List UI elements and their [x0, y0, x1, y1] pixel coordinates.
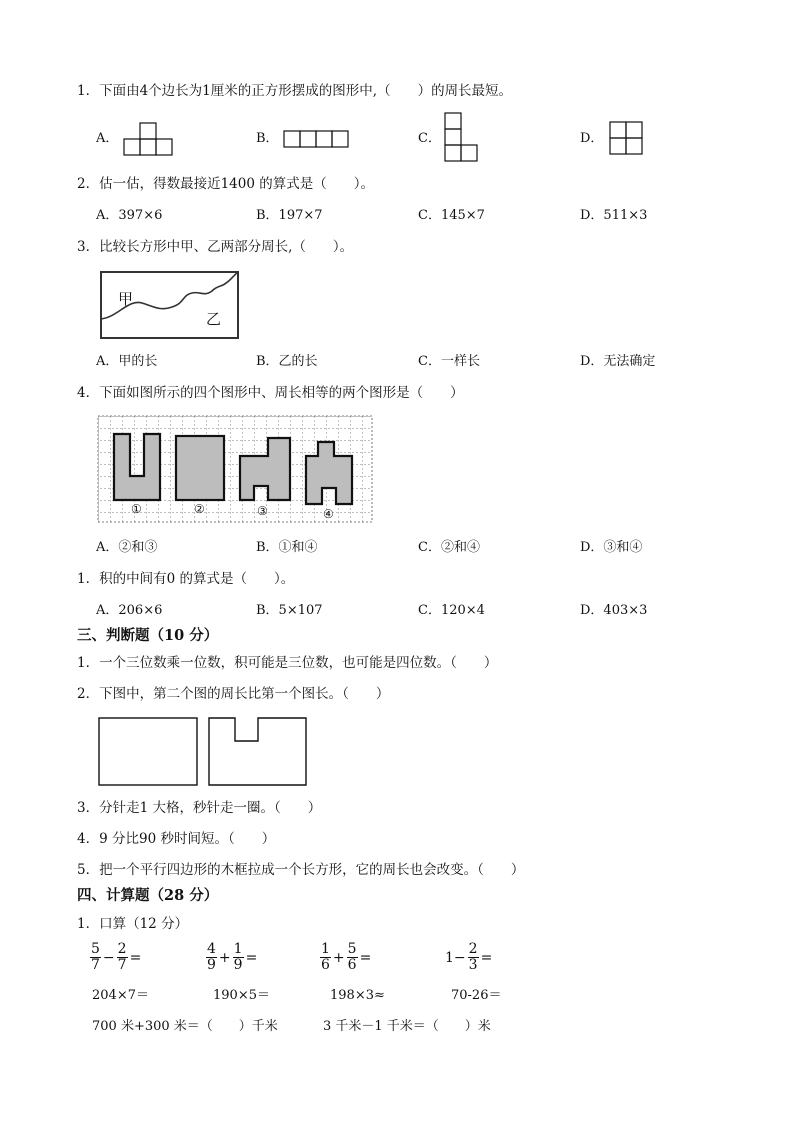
- calc-row2-item-4: 70-26＝: [451, 988, 502, 1003]
- q2-option-c[interactable]: C．145×7: [418, 208, 485, 223]
- q2-option-b[interactable]: B．197×7: [256, 208, 323, 223]
- q3-option-a[interactable]: A．甲的长: [96, 354, 158, 369]
- q5-option-d[interactable]: D．403×3: [580, 603, 648, 618]
- judge-item-3: 3．分针走1 大格，秒针走一圈。（ ）: [77, 800, 322, 816]
- calc-row2-item-2: 190×5＝: [213, 988, 270, 1003]
- fraction-problem-1: $\frac{5}{7}$ − $\frac{2}{7}$ =: [91, 941, 142, 973]
- q1-figure-c: [444, 112, 478, 164]
- judge-item-4: 4．9 分比90 秒时间短。（ ）: [77, 831, 276, 847]
- q2-option-a[interactable]: A．397×6: [96, 208, 163, 223]
- fraction-problem-2: $\frac{4}{9}$ + $\frac{1}{9}$ =: [207, 941, 258, 973]
- q4-label-1: ①: [131, 502, 142, 516]
- calc-row3-item-1: 700 米+300 米＝（ ）千米: [92, 1019, 278, 1034]
- q4-stem: 4．下面如图所示的四个图形中、周长相等的两个图形是（ ）: [77, 385, 464, 401]
- q2-stem: 2．估一估，得数最接近1400 的算式是（ ）。: [77, 176, 374, 192]
- q4-option-a[interactable]: A．②和③: [96, 540, 158, 555]
- q3-stem: 3．比较长方形中甲、乙两部分周长,（ ）。: [77, 239, 354, 255]
- q4-option-d[interactable]: D．③和④: [580, 540, 643, 555]
- q3-option-c[interactable]: C．一样长: [418, 354, 480, 369]
- q3-label-jia: 甲: [118, 290, 134, 308]
- calc-row3-item-2: 3 千米－1 千米＝（ ）米: [323, 1019, 491, 1034]
- q4-label-3: ③: [257, 504, 268, 518]
- q3-option-b[interactable]: B．乙的长: [256, 354, 318, 369]
- q3-label-yi: 乙: [206, 310, 222, 328]
- q5-option-a[interactable]: A．206×6: [96, 603, 163, 618]
- q1-stem: 1．下面由4个边长为1厘米的正方形摆成的图形中,（ ）的周长最短。: [77, 83, 513, 99]
- q3-option-d[interactable]: D．无法确定: [580, 354, 656, 369]
- calc-row2-item-1: 204×7＝: [92, 988, 149, 1003]
- q1-option-a[interactable]: A．: [96, 131, 119, 146]
- q4-label-4: ④: [323, 507, 334, 521]
- judge-item-5: 5．把一个平行四边形的木框拉成一个长方形，它的周长也会改变。（ ）: [77, 862, 525, 878]
- fraction-problem-4: 1− $\frac{2}{3}$ =: [445, 941, 493, 973]
- q5-option-b[interactable]: B．5×107: [256, 603, 323, 618]
- q1-option-d[interactable]: D．: [580, 131, 604, 146]
- q1-figure-a: [124, 122, 174, 156]
- q5-stem: 1．积的中间有0 的算式是（ ）。: [77, 571, 295, 587]
- fraction-problem-3: $\frac{1}{6}$ + $\frac{5}{6}$ =: [321, 941, 372, 973]
- q1-figure-b: [283, 130, 349, 148]
- q4-option-b[interactable]: B．①和④: [256, 540, 318, 555]
- q1-option-b[interactable]: B．: [256, 131, 279, 146]
- q2-option-d[interactable]: D．511×3: [580, 208, 648, 223]
- judge-item-2: 2．下图中，第二个图的周长比第一个图长。（ ）: [77, 686, 390, 702]
- section-3-title: 三、判断题（10 分）: [77, 627, 219, 644]
- q1-figure-d: [609, 121, 643, 155]
- judge-2-figure: [98, 716, 310, 788]
- oral-calc-heading: 1．口算（12 分）: [77, 916, 189, 932]
- q5-option-c[interactable]: C．120×4: [418, 603, 485, 618]
- q1-option-c[interactable]: C．: [418, 131, 441, 146]
- section-4-title: 四、计算题（28 分）: [77, 887, 219, 904]
- q4-option-c[interactable]: C．②和④: [418, 540, 480, 555]
- calc-row2-item-3: 198×3≈: [330, 988, 385, 1003]
- judge-item-1: 1．一个三位数乘一位数，积可能是三位数，也可能是四位数。（ ）: [77, 655, 498, 671]
- q4-label-2: ②: [194, 502, 205, 516]
